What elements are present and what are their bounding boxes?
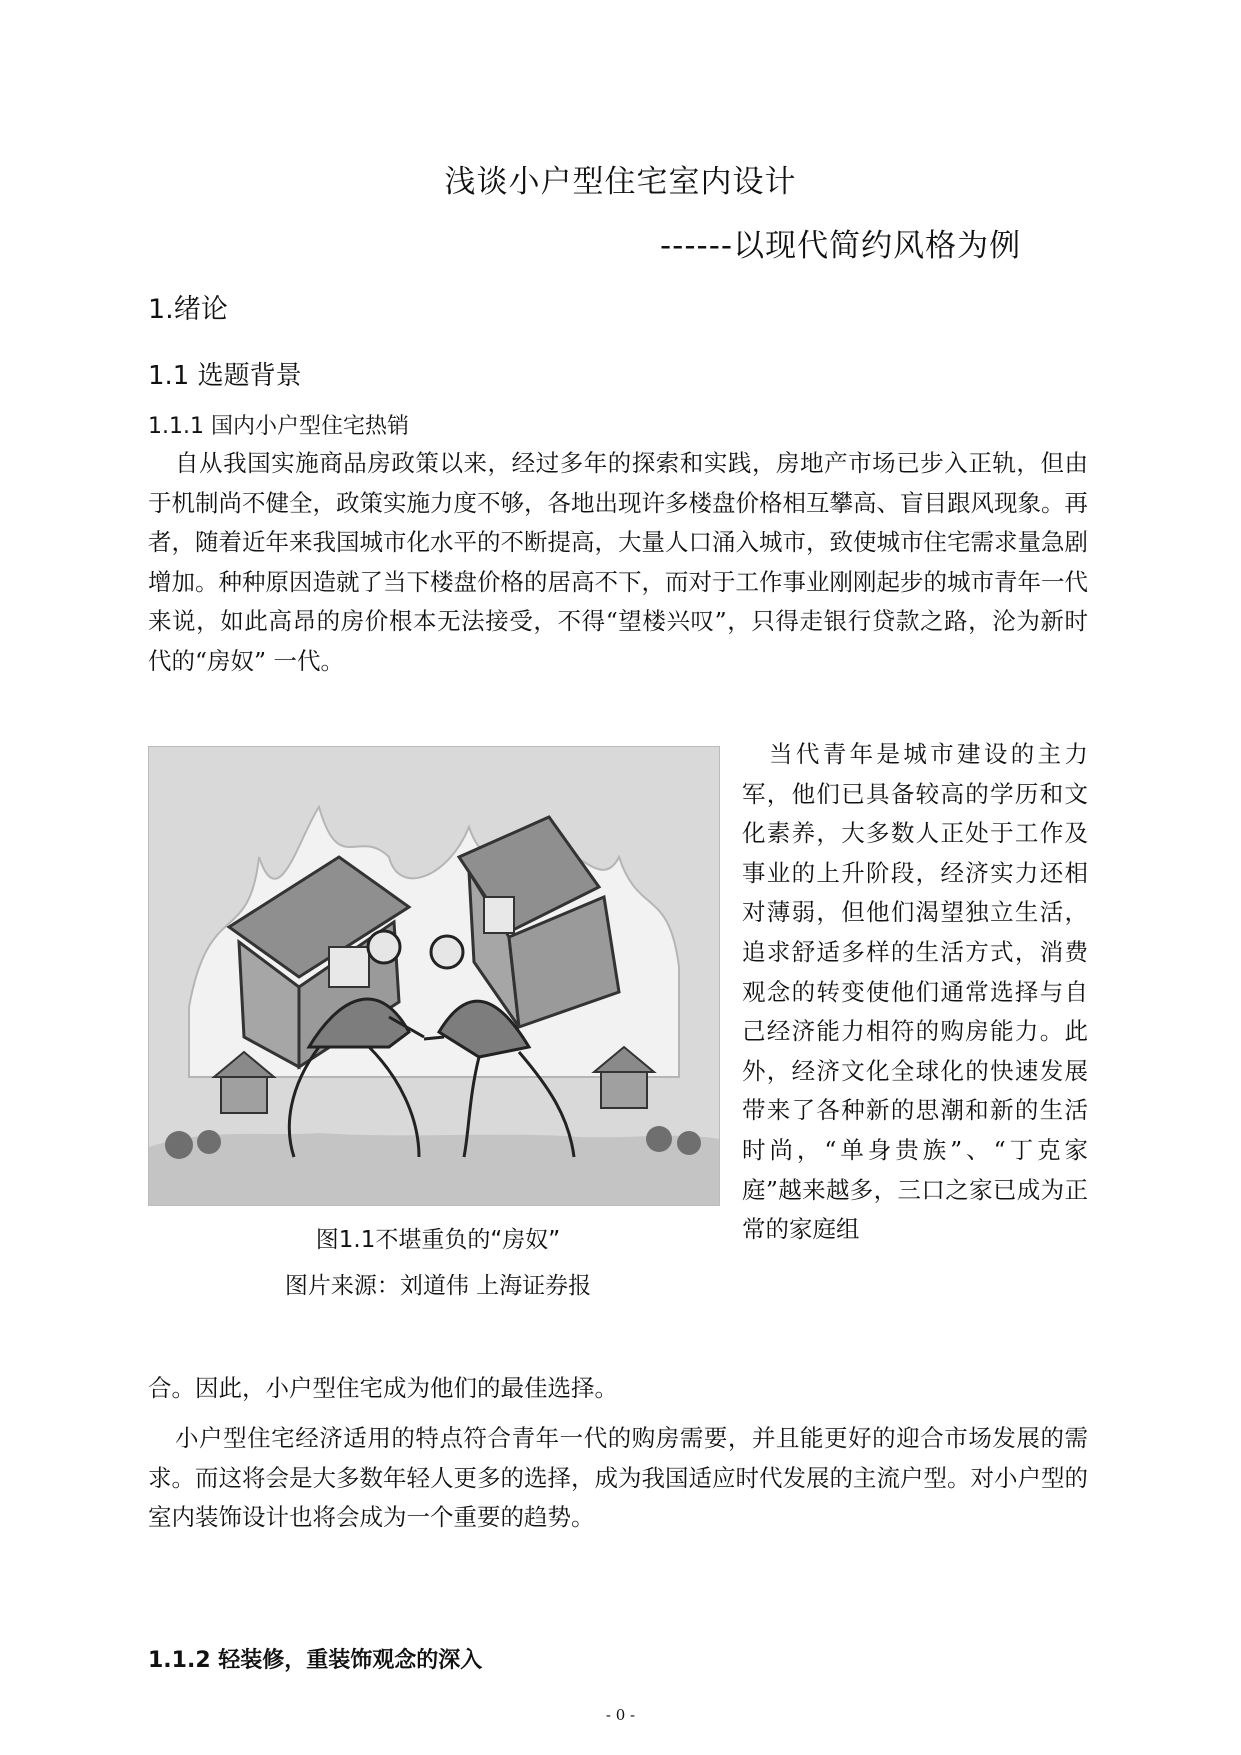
paragraph-3: 小户型住宅经济适用的特点符合青年一代的购房需要，并且能更好的迎合市场发展的需求。而这将会是大多数年轻人更多的选择，成为我国适应时代发展的主流户型。对小户型的室内装饰设计也将会成为一个重要的趋势。 <box>148 1424 1088 1532</box>
paragraph-2-side: 当代青年是城市建设的主力军，他们已具备较高的学历和文化素养，大多数人正处于工作及事业的上升阶段，经济实力还相对薄弱，但他们渴望独立生活，追求舒适多样的生活方式，消费观念的转变使他们通常选择与自己经济能力相符的购房能力。此外，经济文化全球化的快速发展带来了各种新的思潮和新的生活时尚，“单身贵族”、“丁克家庭”越来越多，三口之家已成为正常的家庭组 <box>742 740 1088 1244</box>
figure-caption: 图1.1不堪重负的“房奴” <box>315 1227 561 1253</box>
page-number: - 0 - <box>605 1706 636 1724</box>
section-heading-1-1-2: 1.1.2 轻装修，重装饰观念的深入 <box>148 1648 483 1673</box>
document-title: 浅谈小户型住宅室内设计 <box>444 164 797 200</box>
section-heading-1-1: 1.1 选题背景 <box>148 361 302 391</box>
section-heading-1: 1.绪论 <box>148 294 228 325</box>
section-heading-1-1-1: 1.1.1 国内小户型住宅热销 <box>148 414 409 439</box>
figure-source: 图片来源：刘道伟 上海证券报 <box>284 1273 592 1299</box>
cartoon-figure <box>148 746 720 1206</box>
document-subtitle: ------以现代简约风格为例 <box>660 228 1022 264</box>
paragraph-1: 自从我国实施商品房政策以来，经过多年的探索和实践，房地产市场已步入正轨，但由于机制尚不健全，政策实施力度不够，各地出现许多楼盘价格相互攀高、盲目跟风现象。再者，随着近年来我国城市化水平的不断提高，大量人口涌入城市，致使城市住宅需求量急剧增加。种种原因造就了当下楼盘价格的居高不下，而对于工作事业刚刚起步的城市青年一代来说，如此高昂的房价根本无法接受，不得“望楼兴叹”，只得走银行贷款之路，沦为新时代的“房奴” 一代。 <box>148 449 1088 675</box>
cartoon-illustration <box>149 747 719 1205</box>
paragraph-2-continuation: 合。因此，小户型住宅成为他们的最佳选择。 <box>148 1374 618 1402</box>
